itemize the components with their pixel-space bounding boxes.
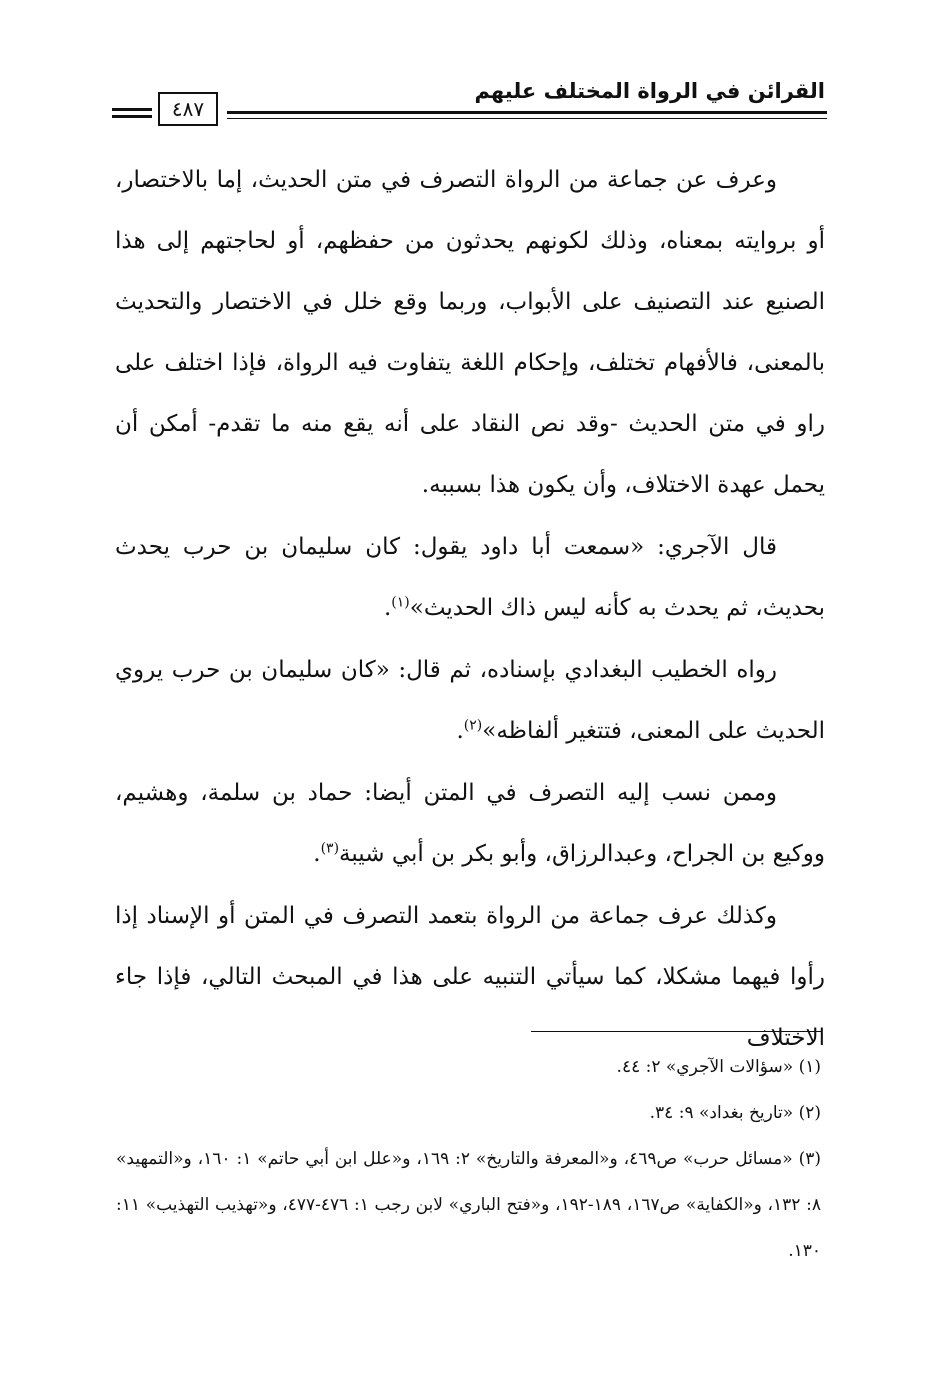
header-rule-top xyxy=(227,111,827,114)
footnote-ref: (١) xyxy=(391,594,410,611)
body-text xyxy=(115,150,825,1070)
footnote-separator xyxy=(531,1031,821,1032)
period: . xyxy=(456,718,464,744)
footnote-ref: (٣) xyxy=(320,840,340,857)
paragraph-text: وممن نسب إليه التصرف في المتن أيضا: حماد بن سلمة، وهشيم، ووكيع بن الجراح، وعبدالرزاق، وأبو بكر بن أبي شيبة xyxy=(115,780,825,867)
paragraph-text: وكذلك عرف جماعة من الرواة بتعمد التصرف في المتن أو الإسناد إذا رأوا فيهما مشكلا، كما سيأتي التنبيه على هذا في المبحث التالي، فإذا جاء الاختلاف xyxy=(115,903,825,1051)
footnote-ref: (٢) xyxy=(463,717,483,734)
paragraph-text: قال الآجري: «سمعت أبا داود يقول: كان سليمان بن حرب يحدث بحديث، ثم يحدث به كأنه ليس ذاك الحديث» xyxy=(115,534,825,621)
paragraph xyxy=(115,763,825,885)
footnote: (٣) «مسائل حرب» ص٤٦٩، و«المعرفة والتاريخ» ٢: ١٦٩، و«علل ابن أبي حاتم» ١: ١٦٠، و«التمهيد» ٨: ١٣٢، و«الكفاية» ص١٦٧، ١٨٩-١٩٢، و«فتح الباري» لابن رجب ١: ٤٧٦-٤٧٧، و«تهذيب التهذيب» ١١: ١٣٠. xyxy=(116,1149,821,1261)
header-rule-bottom xyxy=(227,118,827,119)
paragraph-text: وعرف عن جماعة من الرواة التصرف في متن الحديث، إما بالاختصار، أو بروايته بمعناه، وذلك لكونهم يحدثون من حفظهم، أو لحاجتهم إلى هذا الصنيع عند التصنيف على الأبواب، وربما وقع خلل في الاختصار والتحديث بالمعنى، فالأفهام تختلف، وإحكام اللغة يتفاوت فيه الرواة، فإذا اختلف على راو في متن الحديث -وقد نص النقاد على أنه يقع منه ما تقدم- أمكن أن يحمل عهدة الاختلاف، وأن يكون هذا بسببه. xyxy=(115,167,825,498)
paragraph xyxy=(115,640,825,762)
paragraph xyxy=(115,517,825,639)
running-title: القرائن في الرواة المختلف عليهم xyxy=(474,79,825,103)
header-left-bars xyxy=(112,108,152,122)
period: . xyxy=(313,841,321,867)
period: . xyxy=(383,595,392,621)
paragraph xyxy=(115,886,825,1069)
page-number: ٤٨٧ xyxy=(158,92,218,126)
footnote: (٢) «تاريخ بغداد» ٩: ٣٤. xyxy=(649,1103,821,1123)
paragraph xyxy=(115,150,825,516)
footnote: (١) «سؤالات الآجري» ٢: ٤٤. xyxy=(616,1057,821,1077)
paragraph-text: رواه الخطيب البغدادي بإسناده، ثم قال: «كان سليمان بن حرب يروي الحديث على المعنى، فتتغير ألفاظه» xyxy=(115,657,825,744)
footnotes xyxy=(116,1044,821,1274)
